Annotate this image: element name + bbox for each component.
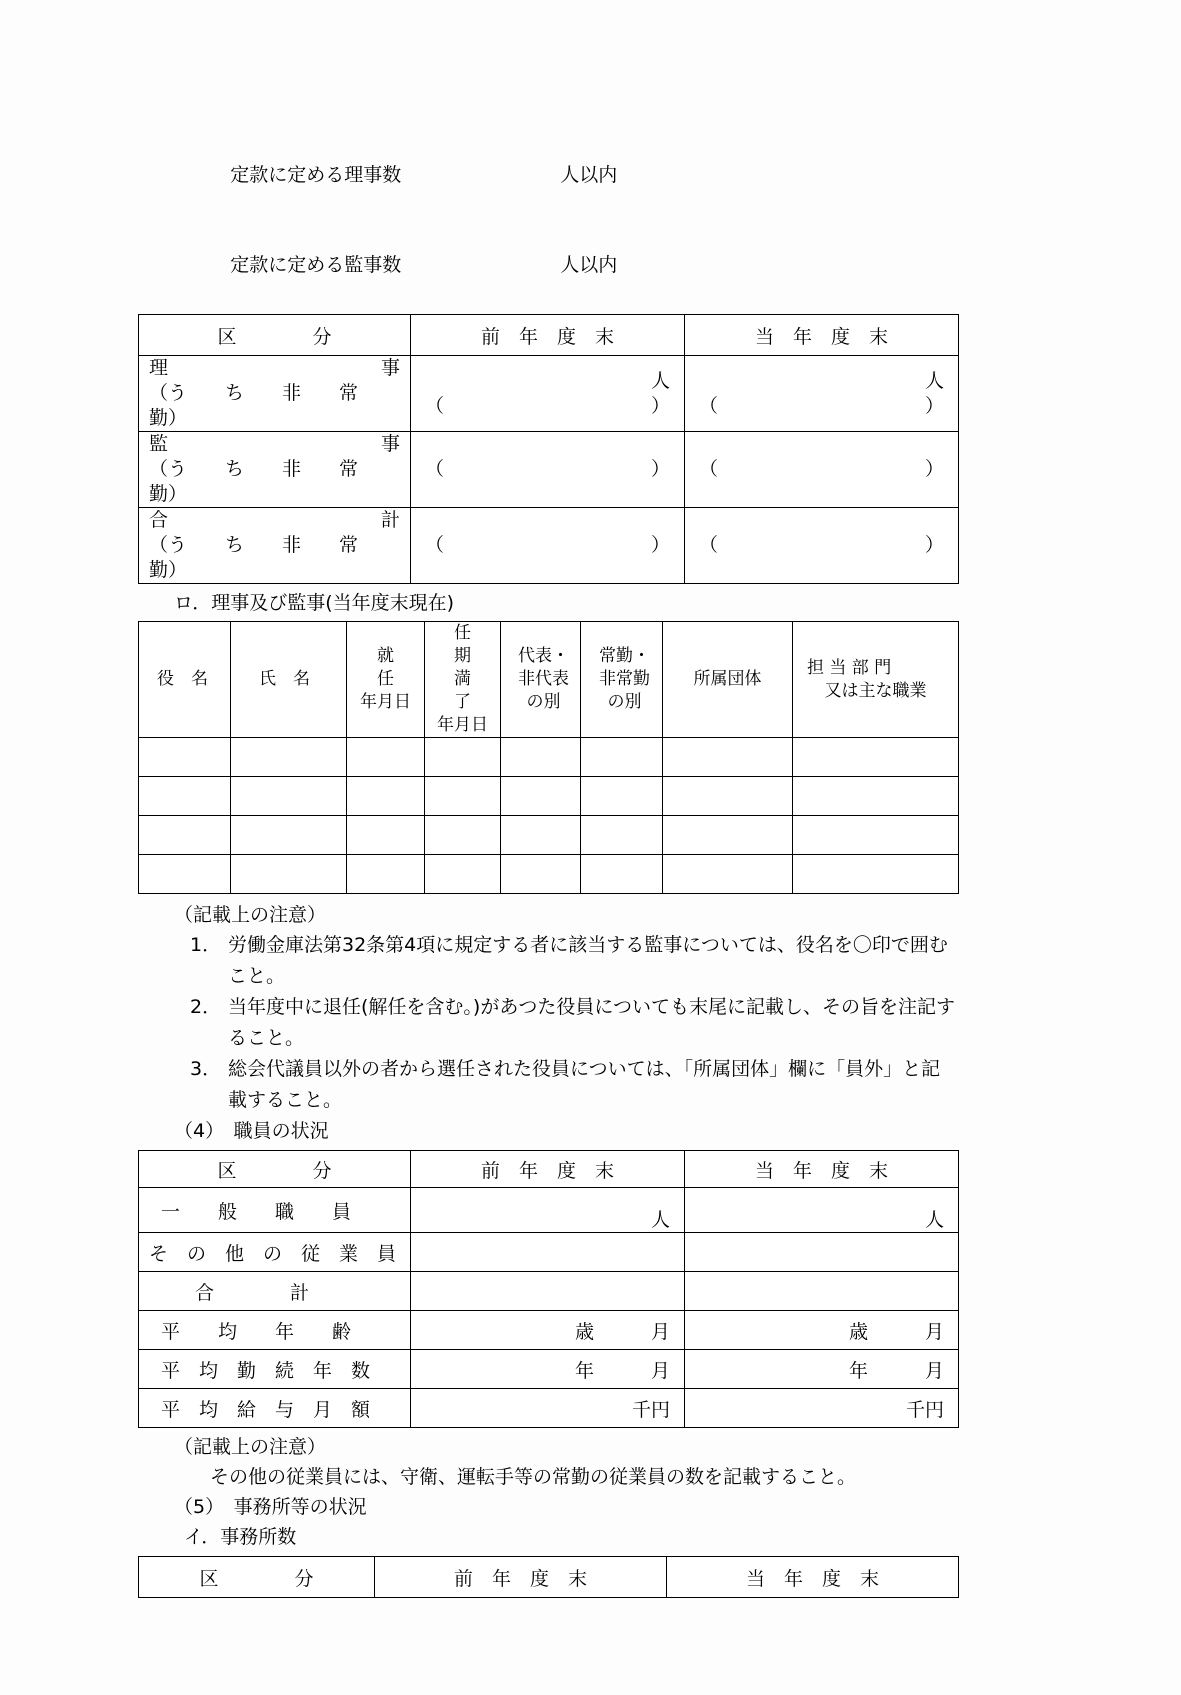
note-text: 当年度中に退任(解任を含む。)があつた役員についても末尾に記載し、その旨を注記すること。 xyxy=(228,996,955,1049)
table-header-row xyxy=(139,315,959,356)
header-text: 代表・ xyxy=(518,646,569,666)
unit-thousand-yen: 千円 xyxy=(631,1398,670,1421)
header-prev-year-end: 前 年 度 末 xyxy=(411,1151,685,1188)
paren-close: ） xyxy=(650,534,670,556)
note-text: 労働金庫法第32条第4項に規定する者に該当する監事については、役名を〇印で囲むこと。 xyxy=(228,934,948,987)
header-text: 役 名 xyxy=(157,669,208,689)
header-department-or-occupation xyxy=(793,622,959,738)
row-label-left: 理 xyxy=(149,357,169,379)
header-person-name xyxy=(231,622,347,738)
notes2-body: その他の従業員には、守衛、運転手等の常勤の従業員の数を記載すること。 xyxy=(210,1466,857,1488)
document-content xyxy=(138,130,958,1598)
paren-open: （ xyxy=(699,394,719,417)
header-affiliated-organization xyxy=(663,622,793,738)
notes1-title: （記載上の注意） xyxy=(174,904,327,926)
cell-average-service-years-prev[interactable] xyxy=(411,1350,685,1389)
cell-general-staff-current[interactable] xyxy=(685,1188,959,1233)
note-number: 1． xyxy=(190,934,222,956)
note-number: 2． xyxy=(190,996,222,1018)
cell-auditor-current[interactable] xyxy=(685,432,959,508)
cell-term-expiry-date[interactable] xyxy=(425,777,501,816)
header-category: 区 分 xyxy=(139,315,411,356)
header-text: 非代表 xyxy=(518,669,569,689)
cell-term-expiry-date[interactable] xyxy=(425,738,501,777)
paren-close: ） xyxy=(650,458,670,480)
cell-position-name[interactable] xyxy=(139,738,231,777)
header-text: 又は主な職業 xyxy=(824,680,927,701)
header-text: 任 期 xyxy=(454,623,505,666)
cell-position-name[interactable] xyxy=(139,816,231,855)
cell-department-or-occupation[interactable] xyxy=(793,816,959,855)
unit-years: 年 月 xyxy=(574,1359,670,1382)
row-label-average-age xyxy=(139,1311,411,1350)
cell-total-current[interactable] xyxy=(685,508,959,584)
row-label-text: 一 般 職 員 xyxy=(161,1200,352,1223)
header-text: 非常勤 xyxy=(599,669,650,689)
cell-position-name[interactable] xyxy=(139,855,231,894)
paren-close: ） xyxy=(924,394,944,417)
cell-person-name[interactable] xyxy=(231,777,347,816)
header-text: 担 当 部 門 xyxy=(807,657,892,678)
paren-close: ） xyxy=(924,534,944,556)
table-row xyxy=(139,1272,959,1311)
header-text: 年月日 xyxy=(360,692,411,712)
row-label-text: 合 計 xyxy=(195,1281,310,1304)
paren-open: （ xyxy=(425,458,445,480)
note-item xyxy=(190,1054,958,1116)
section5-subheading: イ．事務所数 xyxy=(184,1526,297,1548)
table-row xyxy=(139,1389,959,1428)
header-appointment-date xyxy=(347,622,428,738)
header-fulltime-type xyxy=(581,622,663,738)
cell-term-expiry-date[interactable] xyxy=(425,855,501,894)
note-item xyxy=(190,992,958,1054)
header-prev-year-end: 前 年 度 末 xyxy=(411,315,685,356)
table-header-row xyxy=(139,1557,959,1598)
cell-average-service-years-current[interactable] xyxy=(685,1350,959,1389)
statutory-directors-line xyxy=(138,130,958,220)
header-current-year-end: 当 年 度 末 xyxy=(685,315,959,356)
unit-thousand-yen: 千円 xyxy=(905,1398,944,1421)
row-label-text: そ の 他 の 従 業 員 xyxy=(149,1242,397,1265)
cell-affiliated-organization[interactable] xyxy=(663,816,793,855)
header-text: の別 xyxy=(526,692,561,712)
note-text: 総会代議員以外の者から選任された役員については、「所属団体」欄に「員外」と記載すること。 xyxy=(228,1058,941,1111)
row-label-text: 平 均 勤 続 年 数 xyxy=(161,1359,371,1382)
cell-director-prev[interactable] xyxy=(411,356,685,432)
unit-person: 人 xyxy=(650,369,670,392)
cell-person-name[interactable] xyxy=(231,855,347,894)
cell-affiliated-organization[interactable] xyxy=(663,777,793,816)
cell-appointment-date[interactable] xyxy=(347,855,425,894)
offices-count-table xyxy=(138,1556,959,1598)
cell-fulltime-type[interactable] xyxy=(581,777,663,816)
row-label-right: 計 xyxy=(380,509,400,531)
cell-affiliated-organization[interactable] xyxy=(663,738,793,777)
unit-person: 人 xyxy=(924,369,944,392)
unit-age: 歳 月 xyxy=(574,1320,670,1343)
table-row xyxy=(139,356,959,432)
statutory-auditors-label: 定款に定める監事数 xyxy=(230,254,402,276)
table-row xyxy=(139,1233,959,1272)
statutory-auditors-line xyxy=(138,220,958,310)
cell-total-prev[interactable] xyxy=(411,1272,685,1311)
header-text: 就 任 xyxy=(377,646,428,689)
cell-term-expiry-date[interactable] xyxy=(425,816,501,855)
row-label-auditor xyxy=(139,432,411,508)
cell-fulltime-type[interactable] xyxy=(581,855,663,894)
header-text: の別 xyxy=(607,692,642,712)
cell-affiliated-organization[interactable] xyxy=(663,855,793,894)
header-term-expiry-date xyxy=(425,622,505,738)
note-item xyxy=(190,930,958,992)
table-row xyxy=(139,816,959,855)
cell-representative-type[interactable] xyxy=(501,816,581,855)
header-text: 氏 名 xyxy=(259,669,310,689)
officers-table-body xyxy=(139,738,959,894)
row-label-right: 事 xyxy=(380,357,400,379)
paren-close: ） xyxy=(650,394,670,417)
cell-auditor-prev[interactable] xyxy=(411,432,685,508)
row-sublabel: （う ち 非 常 勤） xyxy=(149,382,397,429)
cell-appointment-date[interactable] xyxy=(347,816,425,855)
statutory-directors-unit: 人以内 xyxy=(560,164,618,186)
row-label-total xyxy=(139,508,411,584)
row-label-text: 平 均 給 与 月 額 xyxy=(161,1398,371,1421)
table-row xyxy=(139,777,959,816)
header-current-year-end: 当 年 度 末 xyxy=(685,1151,959,1188)
cell-average-age-prev[interactable] xyxy=(411,1311,685,1350)
row-label-total xyxy=(139,1272,411,1311)
row-sublabel: （う ち 非 常 勤） xyxy=(149,458,397,505)
row-label-text: 平 均 年 齢 xyxy=(161,1320,352,1343)
section4-heading: （4） 職員の状況 xyxy=(174,1120,329,1142)
cell-average-monthly-salary-prev[interactable] xyxy=(411,1389,685,1428)
cell-other-employees-current[interactable] xyxy=(685,1233,959,1272)
cell-appointment-date[interactable] xyxy=(347,777,425,816)
officers-section-heading: ロ．理事及び監事(当年度末現在) xyxy=(174,592,455,614)
row-label-average-service-years xyxy=(139,1350,411,1389)
paren-open: （ xyxy=(425,534,445,556)
table-row xyxy=(139,855,959,894)
cell-total-prev[interactable] xyxy=(411,508,685,584)
cell-person-name[interactable] xyxy=(231,738,347,777)
officers-table xyxy=(138,621,959,894)
paren-open: （ xyxy=(699,534,719,556)
header-category: 区 分 xyxy=(139,1151,411,1188)
paren-close: ） xyxy=(924,458,944,480)
row-label-left: 監 xyxy=(149,433,169,455)
unit-years: 年 月 xyxy=(848,1359,944,1382)
row-label-right: 事 xyxy=(380,433,400,455)
row-sublabel: （う ち 非 常 勤） xyxy=(149,534,397,581)
table-row xyxy=(139,432,959,508)
section5-heading: （5） 事務所等の状況 xyxy=(174,1496,367,1518)
row-label-director xyxy=(139,356,411,432)
staff-status-table xyxy=(138,1150,959,1428)
cell-fulltime-type[interactable] xyxy=(581,738,663,777)
note-number: 3． xyxy=(190,1058,222,1080)
unit-age: 歳 月 xyxy=(848,1320,944,1343)
cell-total-current[interactable] xyxy=(685,1272,959,1311)
header-prev-year-end: 前 年 度 末 xyxy=(375,1557,667,1598)
cell-department-or-occupation[interactable] xyxy=(793,738,959,777)
table-row xyxy=(139,1188,959,1233)
table-row xyxy=(139,1350,959,1389)
header-position-name xyxy=(139,622,231,738)
table-row xyxy=(139,1311,959,1350)
table-header-row xyxy=(139,1151,959,1188)
cell-representative-type[interactable] xyxy=(501,855,581,894)
officer-count-table xyxy=(138,314,959,584)
cell-average-age-current[interactable] xyxy=(685,1311,959,1350)
notes2-title: （記載上の注意） xyxy=(174,1436,327,1458)
row-label-average-monthly-salary xyxy=(139,1389,411,1428)
cell-average-monthly-salary-current[interactable] xyxy=(685,1389,959,1428)
cell-appointment-date[interactable] xyxy=(347,738,425,777)
unit-person: 人 xyxy=(924,1208,944,1231)
header-text: 満 了 xyxy=(454,669,505,712)
cell-general-staff-prev[interactable] xyxy=(411,1188,685,1233)
cell-department-or-occupation[interactable] xyxy=(793,855,959,894)
table-row xyxy=(139,508,959,584)
statutory-auditors-unit: 人以内 xyxy=(560,254,618,276)
header-text: 所属団体 xyxy=(693,669,762,689)
header-current-year-end: 当 年 度 末 xyxy=(667,1557,959,1598)
header-category: 区 分 xyxy=(139,1557,375,1598)
header-representative-type xyxy=(501,622,581,738)
table-header-row xyxy=(139,622,959,738)
cell-fulltime-type[interactable] xyxy=(581,816,663,855)
paren-open: （ xyxy=(425,394,445,417)
table-row xyxy=(139,738,959,777)
unit-person: 人 xyxy=(650,1208,670,1231)
cell-representative-type[interactable] xyxy=(501,777,581,816)
cell-director-current[interactable] xyxy=(685,356,959,432)
header-text: 常勤・ xyxy=(599,646,650,666)
header-text: 年月日 xyxy=(437,715,488,735)
cell-representative-type[interactable] xyxy=(501,738,581,777)
row-label-other-employees xyxy=(139,1233,411,1272)
paren-open: （ xyxy=(699,458,719,480)
cell-department-or-occupation[interactable] xyxy=(793,777,959,816)
cell-other-employees-prev[interactable] xyxy=(411,1233,685,1272)
row-label-left: 合 xyxy=(149,509,169,531)
cell-position-name[interactable] xyxy=(139,777,231,816)
statutory-directors-label: 定款に定める理事数 xyxy=(230,164,402,186)
cell-person-name[interactable] xyxy=(231,816,347,855)
row-label-general-staff xyxy=(139,1188,411,1233)
